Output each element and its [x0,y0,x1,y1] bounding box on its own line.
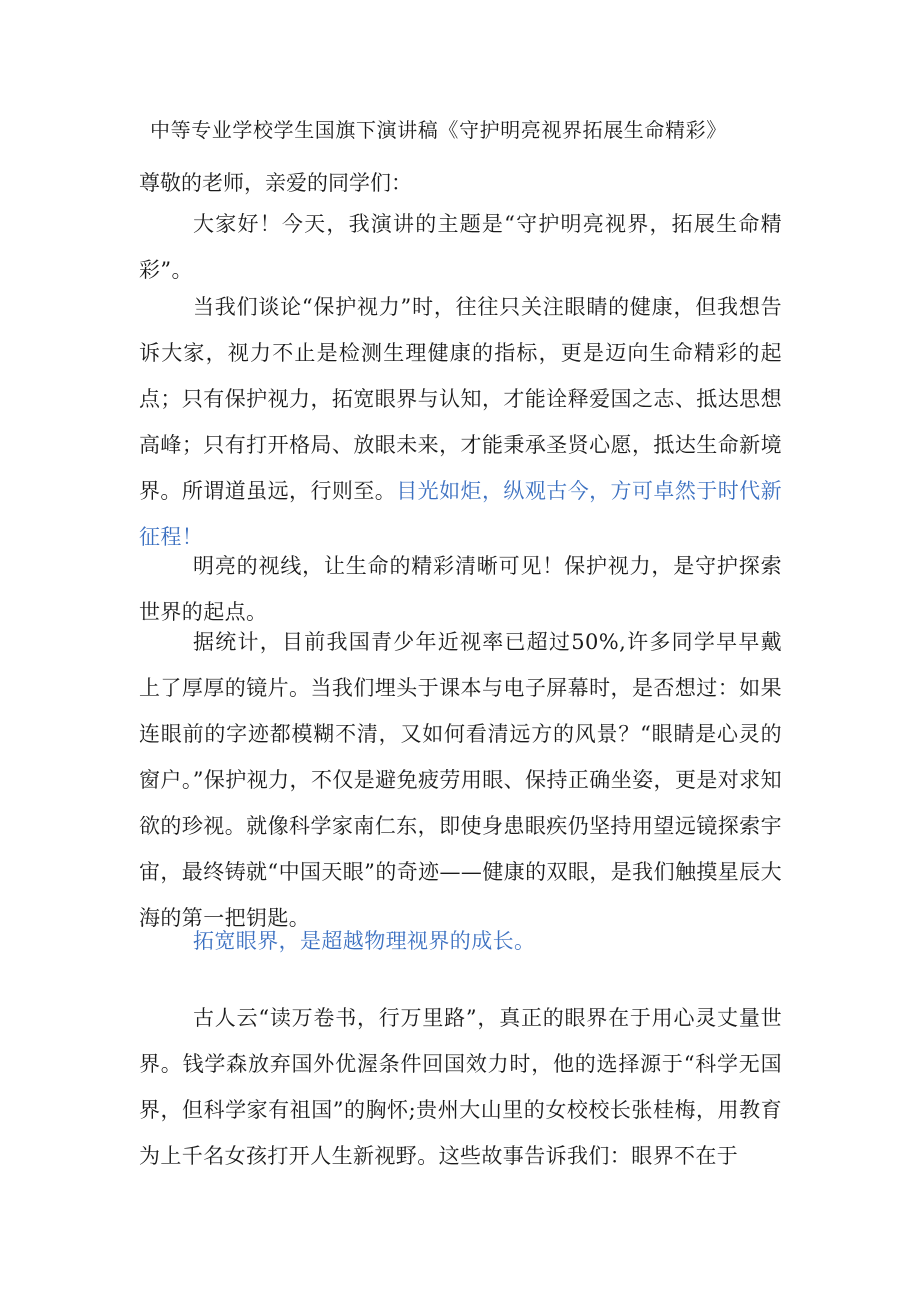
paragraph-text: 明亮的视线，让生命的精彩清晰可见！保护视力，是守护探索世界的起点。 [139,554,782,624]
document-title: 中等专业学校学生国旗下演讲稿《守护明亮视界拓展生命精彩》 [150,118,727,142]
paragraph-text: 当我们谈论“保护视力”时，往往只关注眼睛的健康，但我想告诉大家，视力不止是检测生理健康的指标，更是迈向生命精彩的起点；只有保护视力，拓宽眼界与认知，才能诠释爱国之志、抵达思想高峰；只有打开格局、放眼未来，才能秉承圣贤心愿，抵达生命新境界。所谓道虽远，行则至。 [139,295,782,503]
paragraph-text: 拓宽眼界，是超越物理视界的成长。 [193,929,536,953]
paragraph-introduction [139,284,782,560]
paragraph-text: 大家好！今天，我演讲的主题是“守护明亮视界，拓展生命精彩”。 [139,212,782,282]
paragraph-broaden-horizons [139,995,782,1179]
highlighted-sentence: 目光如炬，纵观古今，方可卓然于时代新征程！ [139,479,782,549]
salutation: 尊敬的老师，亲爱的同学们： [139,171,412,195]
paragraph-text: 据统计，目前我国青少年近视率已超过50%,许多同学早早戴上了厚厚的镜片。当我们埋头于课本与电子屏幕时，是否想过：如果连眼前的字迹都模糊不清，又如何看清远方的风景？“眼睛是心灵的窗户。”保护视力，不仅是避免疲劳用眼、保持正确坐姿，更是对求知欲的珍视。就像科学家南仁东，即使身患眼疾仍坚持用望远镜探索宇宙，最终铸就“中国天眼”的奇迹——健康的双眼，是我们触摸星辰大海的第一把钥匙。 [139,630,782,930]
paragraph-text: 古人云“读万卷书，行万里路”，真正的眼界在于用心灵丈量世界。钱学森放弃国外优渥条件回国效力时，他的选择源于“科学无国界，但科学家有祖国”的胸怀;贵州大山里的女校校长张桂梅，用教育为上千名女孩打开人生新视野。这些故事告诉我们：眼界不在于 [139,1006,782,1168]
paragraph-section-heading [139,918,782,964]
paragraph-statistics [139,619,782,941]
paragraph-greeting [139,201,782,293]
